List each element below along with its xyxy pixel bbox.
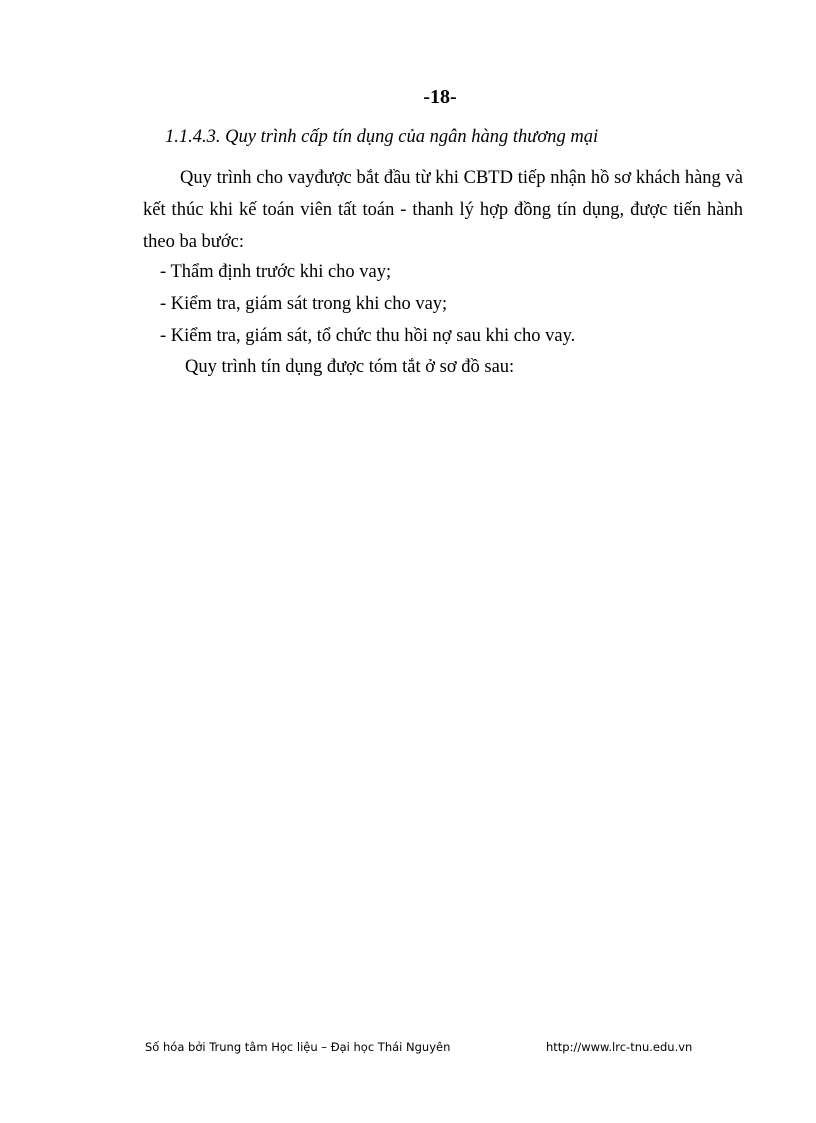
body-paragraph-summary: Quy trình tín dụng được tóm tắt ở sơ đồ sau:: [185, 357, 515, 377]
footer-source: Số hóa bởi Trung tâm Học liệu – Đại học Thái Nguyên: [145, 1040, 451, 1054]
section-heading: 1.1.4.3. Quy trình cấp tín dụng của ngân hàng thương mại: [165, 127, 599, 147]
list-item: - Kiểm tra, giám sát, tổ chức thu hồi nợ sau khi cho vay.: [160, 326, 576, 346]
steps-list: [160, 256, 575, 352]
footer-url: http://www.lrc-tnu.edu.vn: [546, 1040, 693, 1054]
body-paragraph-intro: Quy trình cho vayđược bắt đầu từ khi CBTD tiếp nhận hồ sơ khách hàng và kết thúc khi kế toán viên tất toán - thanh lý hợp đồng tín dụng, được tiến hành theo ba bước:: [143, 168, 743, 252]
page-number: -18-: [423, 86, 457, 108]
list-item: - Thẩm định trước khi cho vay;: [160, 262, 392, 282]
list-item: - Kiểm tra, giám sát trong khi cho vay;: [160, 294, 448, 314]
